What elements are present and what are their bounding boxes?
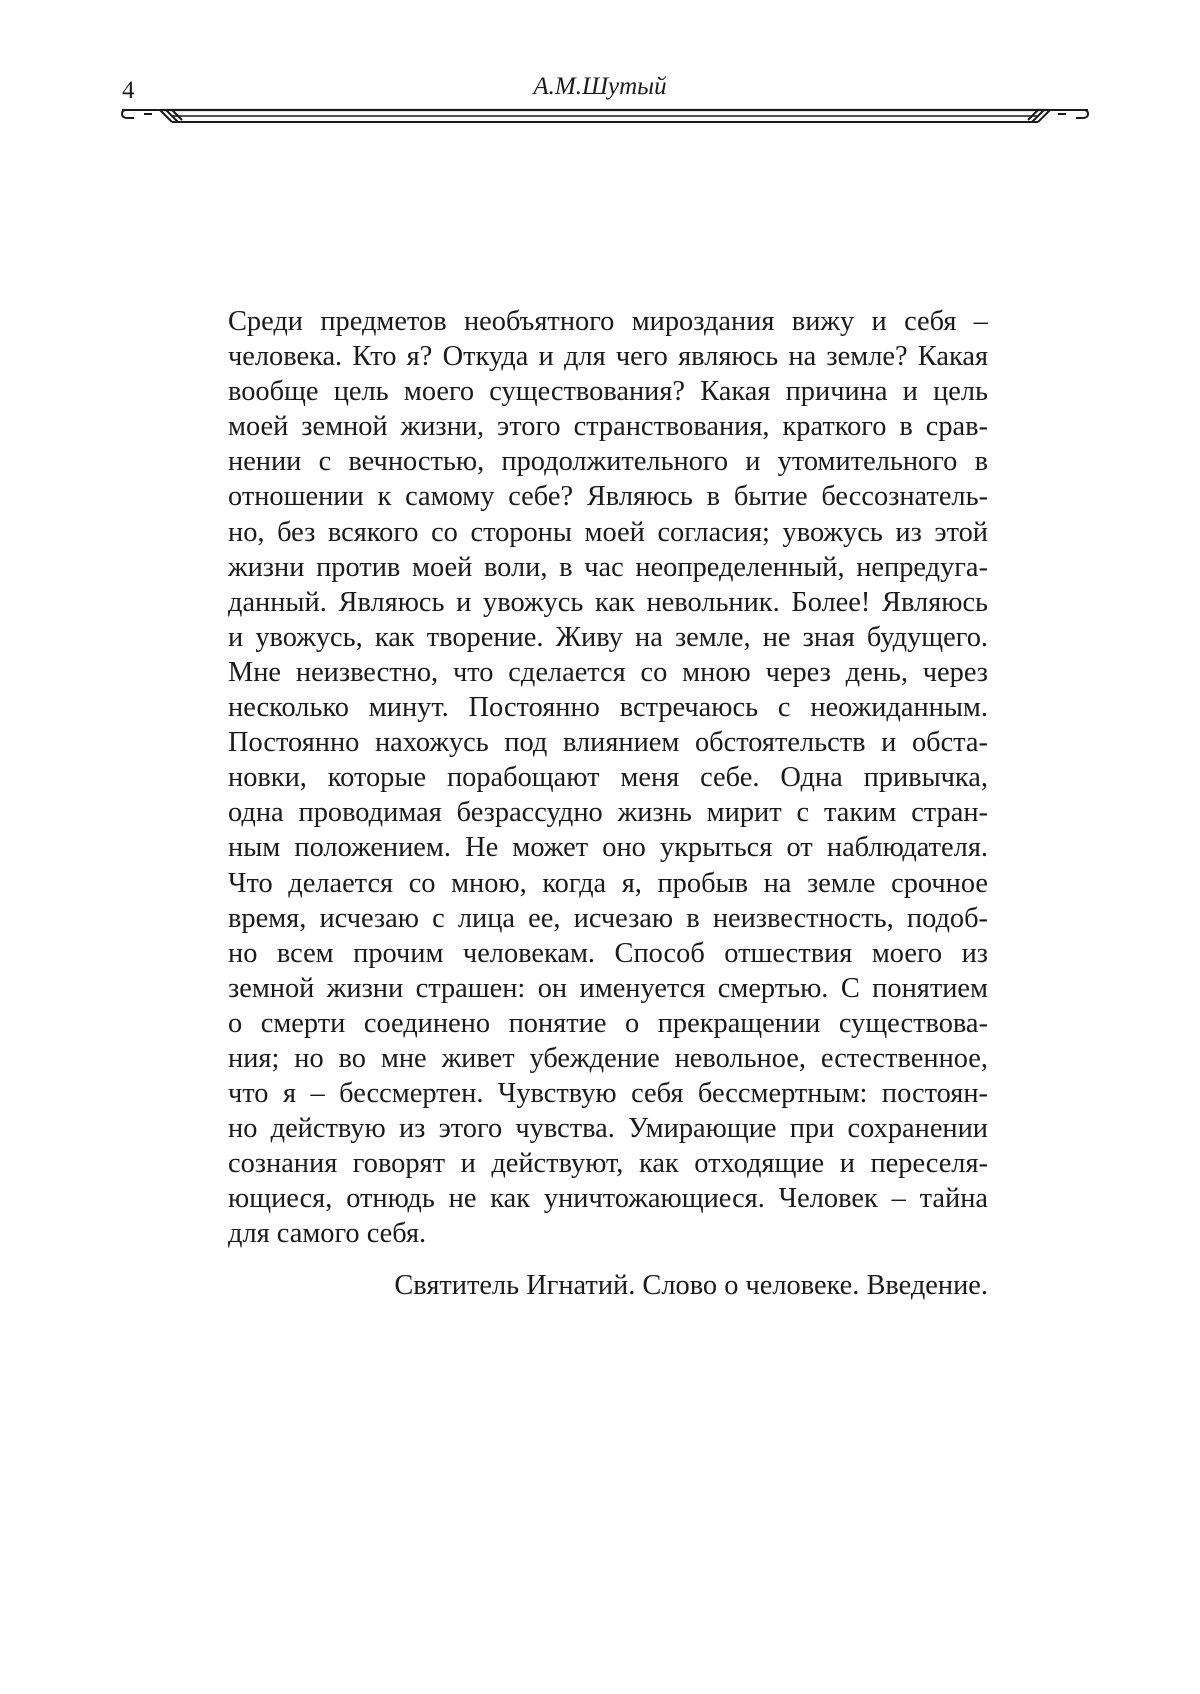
text-line: Среди предметов необъятного мироздания вижу и себя –: [228, 306, 988, 337]
text-line: моей земной жизни, этого странствования, краткого в срав-: [228, 411, 988, 443]
text-line: ным положением. Не может оно укрыться от наблюдателя.: [228, 832, 988, 864]
text-line: время, исчезаю с лица ее, исчезаю в неизвестность, подоб-: [228, 902, 988, 934]
text-line: Мне неизвестно, что сделается со мною через день, через: [228, 656, 988, 688]
text-line: Постоянно нахожусь под влиянием обстоятельств и обста-: [228, 727, 988, 759]
text-line: данный. Являюсь и увожусь как невольник. Более! Являюсь: [228, 586, 988, 618]
text-line: одна проводимая безрассудно жизнь мирит с таким стран-: [228, 797, 988, 829]
text-line: и увожусь, как творение. Живу на земле, не зная будущего.: [228, 621, 988, 653]
text-line: человека. Кто я? Откуда и для чего являюсь на земле? Какая: [228, 341, 988, 373]
text-line: земной жизни страшен: он именуется смертью. С понятием: [228, 972, 988, 1004]
text-line: но действую из этого чувства. Умирающие при сохранении: [228, 1113, 988, 1145]
epigraph-attribution: Святитель Игнатий. Слово о человеке. Введение.: [394, 1270, 988, 1301]
text-line: отношении к самому себе? Являюсь в бытие бессознатель-: [228, 481, 988, 513]
text-line: ющиеся, отнюдь не как уничтожающиеся. Человек – тайна: [228, 1183, 988, 1215]
ornamental-header-rule: [120, 104, 1090, 134]
text-line: несколько минут. Постоянно встречаюсь с неожиданным.: [228, 692, 988, 724]
running-title: А.М.Шутый: [533, 73, 667, 100]
text-line: что я – бессмертен. Чувствую себя бессмертным: постоян-: [228, 1078, 988, 1110]
text-line: сознания говорят и действуют, как отходящие и переселя-: [228, 1148, 988, 1180]
text-line: новки, которые порабощают меня себе. Одна привычка,: [228, 762, 988, 794]
page-number: 4: [122, 77, 135, 104]
text-line: Что делается со мною, когда я, пробыв на земле срочное: [228, 867, 988, 899]
text-line: жизни против моей воли, в час неопределенный, непредуга-: [228, 551, 988, 583]
epigraph-text: [228, 304, 988, 1252]
text-line: нении с вечностью, продолжительного и утомительного в: [228, 446, 988, 478]
text-line: для самого себя.: [228, 1218, 427, 1250]
text-line: ния; но во мне живет убеждение невольное, естественное,: [228, 1042, 988, 1074]
text-line: но всем прочим человекам. Способ отшествия моего из: [228, 937, 988, 969]
text-line: вообще цель моего существования? Какая причина и цель: [228, 376, 988, 408]
text-line: о смерти соединено понятие о прекращении существова-: [228, 1007, 988, 1039]
text-line: но, без всякого со стороны моей согласия; увожусь из этой: [228, 516, 988, 548]
